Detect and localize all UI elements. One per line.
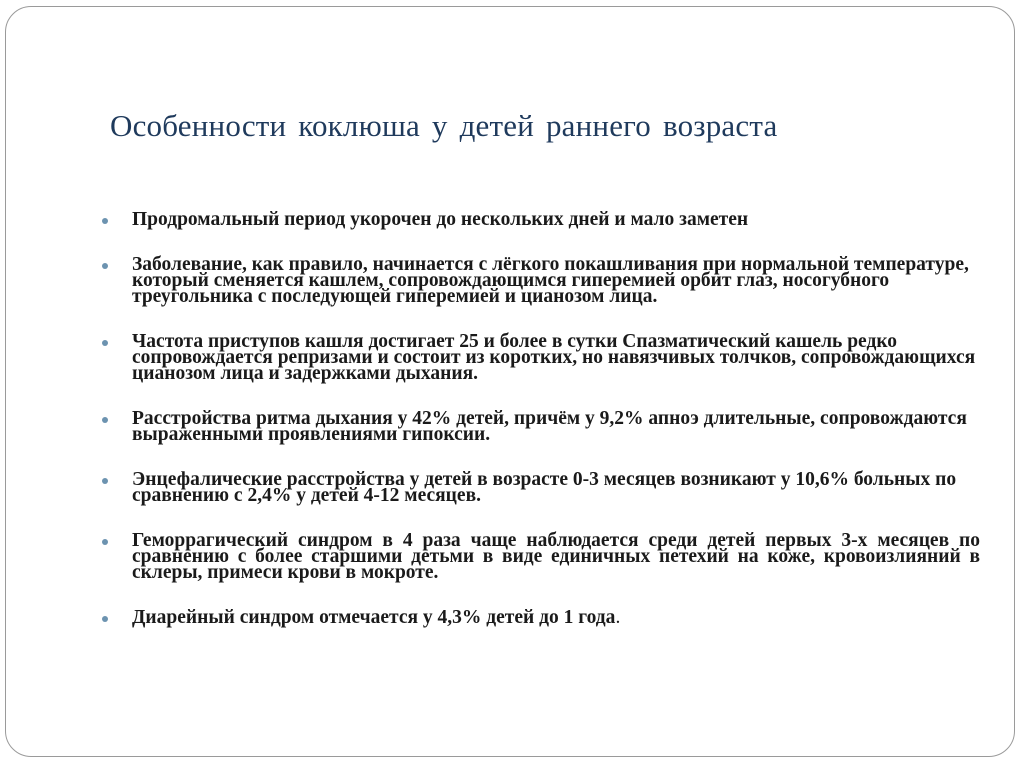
bullet-list bbox=[100, 209, 980, 628]
bullet-icon bbox=[102, 478, 108, 484]
bullet-text: Энцефалические расстройства у детей в возрасте 0-3 месяцев возникают у 10,6% больных по сравнению с 2,4% у детей 4-12 месяцев. bbox=[132, 469, 957, 506]
bullet-icon bbox=[102, 218, 108, 224]
bullet-icon bbox=[102, 263, 108, 269]
list-item bbox=[100, 408, 980, 445]
bullet-icon bbox=[102, 539, 108, 545]
bullet-text: Диарейный синдром отмечается у 4,3% детей до 1 года bbox=[132, 607, 616, 628]
bullet-text: Заболевание, как правило, начинается с лёгкого покашливания при нормальной температуре, который сменяется кашлем, сопровождающимся гиперемией орбит глаз, носогубного треугольника с последующей гиперемией и цианозом лица. bbox=[132, 254, 969, 307]
list-item bbox=[100, 469, 980, 506]
list-item bbox=[100, 254, 980, 307]
bullet-text: Геморрагический синдром в 4 раза чаще наблюдается среди детей первых 3-х месяцев по сравнению с более старшими детьми в виде единичных петехий на коже, кровоизлияний в склеры, примеси крови в мокроте. bbox=[132, 530, 980, 583]
list-item bbox=[100, 607, 980, 628]
list-item bbox=[100, 331, 980, 384]
bullet-trail: . bbox=[615, 607, 621, 628]
bullet-icon bbox=[102, 340, 108, 346]
bullet-text: Расстройства ритма дыхания у 42% детей, причём у 9,2% апноэ длительные, сопровождаются выраженными проявлениями гипоксии. bbox=[132, 408, 967, 445]
bullet-icon bbox=[102, 616, 108, 622]
page-title: Особенности коклюша у детей раннего возраста bbox=[110, 108, 778, 143]
list-item bbox=[100, 530, 980, 583]
bullet-icon bbox=[102, 417, 108, 423]
bullet-text: Частота приступов кашля достигает 25 и более в сутки Спазматический кашель редко сопровождается репризами и состоит из коротких, но навязчивых толчков, сопровождающихся цианозом лица и задержками дыхания. bbox=[132, 331, 976, 384]
list-item bbox=[100, 209, 980, 230]
bullet-text: Продромальный период укорочен до нескольких дней и мало заметен bbox=[132, 209, 749, 230]
